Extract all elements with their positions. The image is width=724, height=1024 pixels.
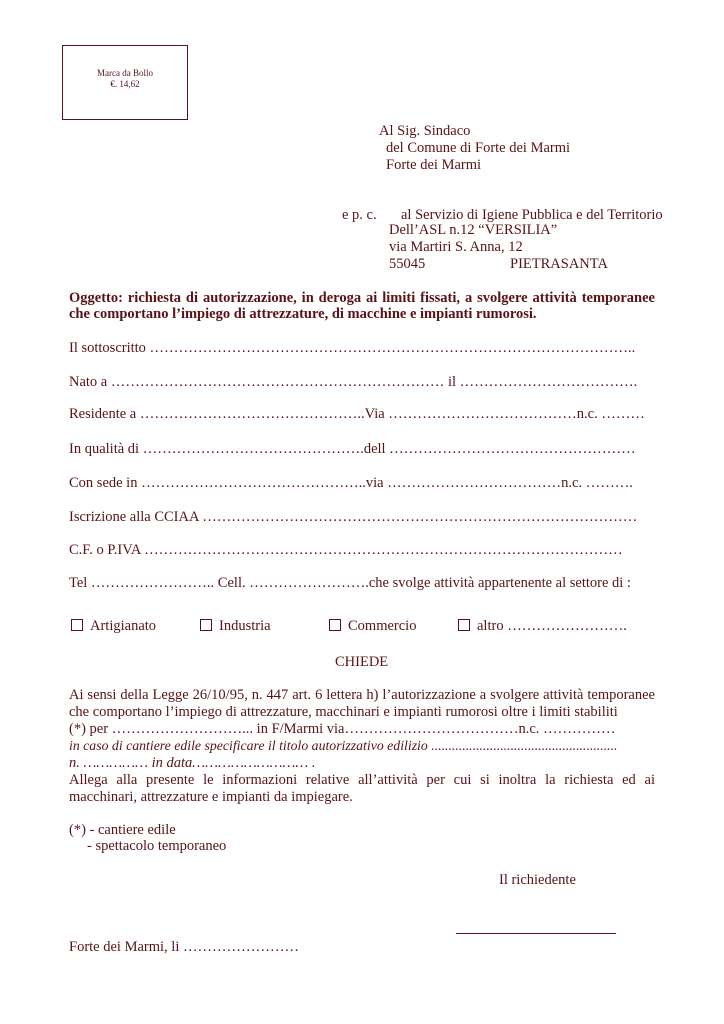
cc-prefix: e p. c.: [342, 207, 377, 223]
sector-label: altro …………………….: [477, 618, 627, 634]
body-line-3: (*) per ………………………... in F/Marmi via………………………………n.c. ……………: [69, 721, 616, 737]
body-line-2: che comportano l’impiego di attrezzature, macchinari e impianti rumorosi oltre i limiti stabiliti: [69, 704, 618, 720]
subject-line-2: che comportano l’impiego di attrezzature, di macchine e impianti rumorosi.: [69, 306, 537, 322]
subject-line-1: Oggetto: richiesta di autorizzazione, in deroga ai limiti fissati, a svolgere attività temporanee: [69, 290, 655, 306]
stamp-amount: €. 14,62: [110, 79, 140, 89]
signature-label: Il richiedente: [499, 872, 576, 888]
note-2: - spettacolo temporaneo: [87, 838, 227, 854]
body-line-5: n. …………… in data……………………… .: [69, 755, 316, 771]
place-date: Forte dei Marmi, li ……………………: [69, 939, 299, 955]
checkbox[interactable]: [71, 619, 83, 631]
checkbox[interactable]: [329, 619, 341, 631]
addressee-line-3: Forte dei Marmi: [386, 157, 482, 173]
field-sottoscritto: Il sottoscritto ………………………………………………………………………………………..: [69, 340, 636, 356]
body-line-1: Ai sensi della Legge 26/10/95, n. 447 art. 6 lettera h) l’autorizzazione a svolgere attività temporanee: [69, 687, 655, 703]
cc-cap: 55045: [389, 256, 426, 272]
body-line-4: in caso di cantiere edile specificare il titolo autorizzativo edilizio ......................................................: [69, 738, 618, 753]
body-line-7: macchinari, attrezzature e impianti da impiegare.: [69, 789, 353, 805]
sector-label: Industria: [219, 618, 271, 634]
sector-label: Artigianato: [90, 618, 157, 634]
cc-line-1: al Servizio di Igiene Pubblica e del Territorio: [401, 207, 663, 223]
field-qualita: In qualità di ……………………………………….dell ……………………………………………: [69, 441, 636, 457]
checkbox[interactable]: [200, 619, 212, 631]
field-residente: Residente a ………………………………………..Via …………………………………n.c. ………: [69, 406, 645, 422]
addressee-line-2: del Comune di Forte dei Marmi: [386, 140, 571, 156]
addressee-line-1: Al Sig. Sindaco: [379, 123, 471, 139]
sector-commercio[interactable]: [329, 618, 416, 635]
field-cf-piva: C.F. o P.IVA ………………………………………………………………………………………: [69, 542, 623, 558]
sector-altro[interactable]: [458, 618, 627, 635]
body-line-6: Allega alla presente le informazioni relative all’attività per cui si inoltra la richiesta ed ai: [69, 772, 655, 788]
note-1: (*) - cantiere edile: [69, 822, 176, 838]
signature-line[interactable]: [456, 933, 616, 934]
chiede-heading: CHIEDE: [335, 654, 389, 670]
field-tel: Tel …………………….. Cell. …………………….che svolge attività appartenente al settore di :: [69, 575, 631, 591]
field-nato: Nato a …………………………………………………………… il ……………………………….: [69, 374, 638, 390]
stamp-label: Marca da Bollo: [97, 68, 153, 78]
sector-artigianato[interactable]: [71, 618, 156, 635]
field-sede: Con sede in ………………………………………..via ………………………………n.c. ……….: [69, 475, 633, 491]
checkbox[interactable]: [458, 619, 470, 631]
field-cciaa: Iscrizione alla CCIAA ………………………………………………………………………………: [69, 509, 638, 525]
cc-city: PIETRASANTA: [510, 256, 608, 272]
revenue-stamp-box: [62, 45, 188, 120]
sector-label: Commercio: [348, 618, 417, 634]
cc-line-3: via Martiri S. Anna, 12: [389, 239, 523, 255]
cc-line-2: Dell’ASL n.12 “VERSILIA”: [389, 222, 558, 238]
sector-industria[interactable]: [200, 618, 271, 635]
